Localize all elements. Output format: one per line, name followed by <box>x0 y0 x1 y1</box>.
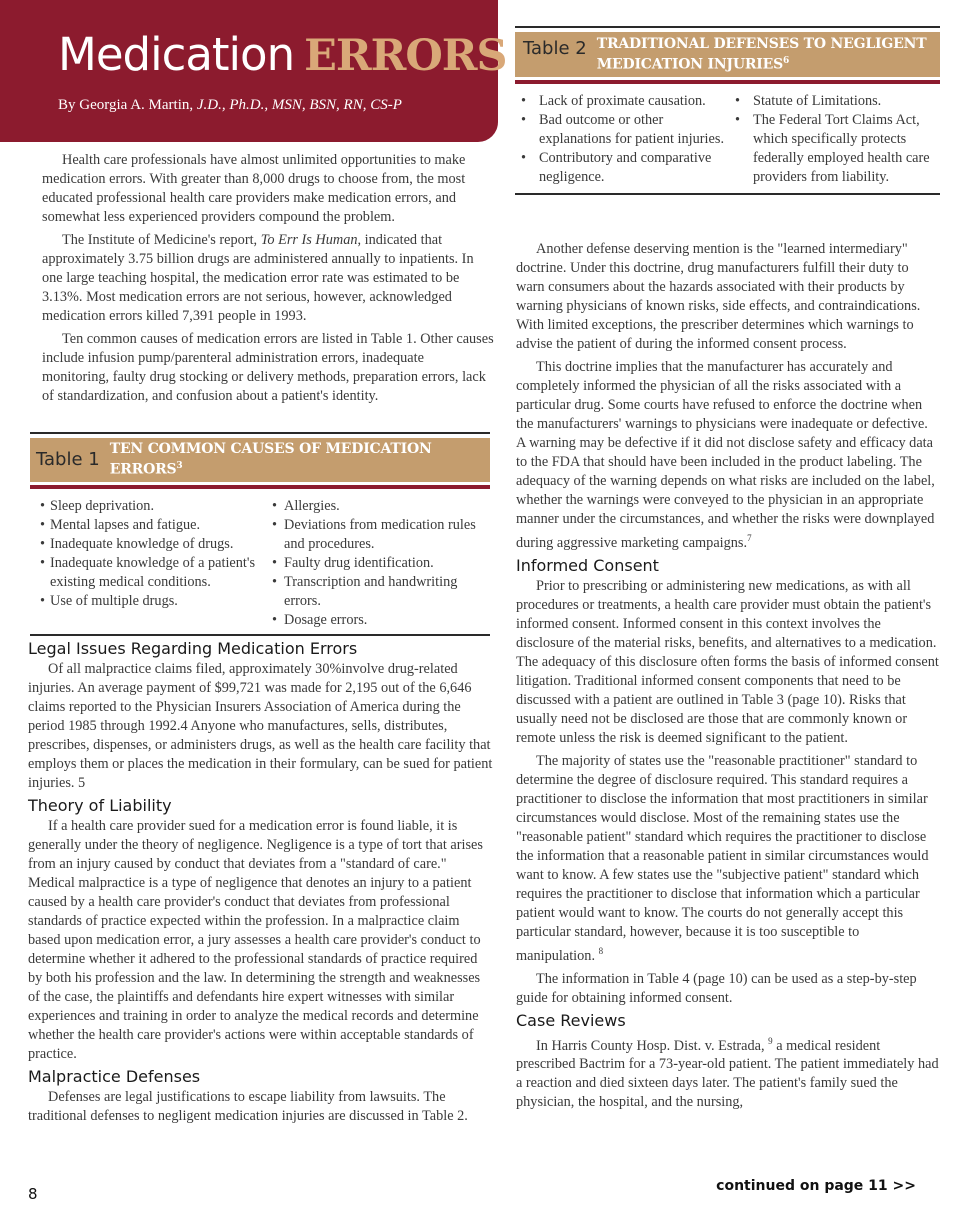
table-list-item <box>272 611 482 630</box>
table-2-bottom-rule <box>515 193 940 195</box>
table-list-item <box>272 497 482 516</box>
bullet-icon: • <box>40 535 46 552</box>
title-banner <box>0 0 507 142</box>
table-1 <box>30 432 490 636</box>
table-2-title-line-2-text: MEDICATION INJURIES <box>596 56 784 73</box>
page-number: 8 <box>28 1185 38 1203</box>
case-paragraph <box>516 1032 940 1113</box>
table-list-item <box>272 516 482 554</box>
table-list-item <box>272 554 482 573</box>
title-bold: ERRORS <box>304 31 507 81</box>
article-title <box>58 28 507 81</box>
list-item-text: Mental lapses and fatigue. <box>50 516 201 533</box>
table-2-body <box>515 84 940 193</box>
table-2-column-2 <box>735 92 931 187</box>
table-2-title-line-1: TRADITIONAL DEFENSES TO NEGLIGENT <box>596 36 927 52</box>
table-4-paragraph: The information in Table 4 (page 10) can be used as a step-by-step guide for obtaining informed consent. <box>516 970 917 1006</box>
list-item-text: The Federal Tort Claims Act, which specifically protects federally employed health care providers from liability. <box>753 111 930 185</box>
table-list-item <box>40 592 272 611</box>
bullet-icon: • <box>521 92 527 109</box>
learned-intermediary-paragraph: Another defense deserving mention is the "learned intermediary" doctrine. Under this doctrine, drug manufacturers fulfill their duty to warn consumers about the hazards associated with their products by warning physicians of known risks, side effects, and contraindications. With limited exceptions, the prescriber determines which warnings to advise the patient of during the informed consent process. <box>516 241 921 352</box>
table-list-item <box>40 535 272 554</box>
left-column-bottom <box>28 636 494 1126</box>
left-column-top <box>42 151 494 406</box>
list-item-text: Deviations from medication rules and procedures. <box>284 516 476 552</box>
table-1-column-2 <box>272 497 482 630</box>
table-2 <box>515 26 940 195</box>
theory-paragraph: If a health care provider sued for a medication error is found liable, it is generally under the theory of negligence. Negligence is a type of tort that arises from an injury caused by conduct that deviates from a "standard of care." Medical malpractice is a type of negligence that denotes an injury to a patient caused by a health care provider's conduct that deviates from professional standards of practice expected within the profession. In a malpractice claim based upon medication error, a jury assesses a health care provider's conduct to determine whether it adhered to the professional standards of practice required by both his profession and the law. In determining the strength and weaknesses of the case, the plaintiffs and defendants hire expert witnesses with similar experiences and training in order to analyze the medical records and determine whether the health care provider's actions were within acceptable standards of practice. <box>28 818 483 1062</box>
bullet-icon: • <box>735 111 741 128</box>
iom-report-title: To Err Is Human <box>260 232 358 248</box>
table-list-item <box>521 149 735 187</box>
bullet-icon: • <box>40 554 46 571</box>
list-item-text: Bad outcome or other explanations for patient injuries. <box>539 111 725 147</box>
bullet-icon: • <box>272 497 278 514</box>
legal-issues-heading: Legal Issues Regarding Medication Errors <box>28 639 358 658</box>
bullet-icon: • <box>272 554 278 571</box>
list-item-text: Statute of Limitations. <box>753 92 882 109</box>
table-1-title <box>110 441 484 479</box>
continued-link[interactable]: continued on page 11 >> <box>716 1178 916 1194</box>
author-name: By Georgia A. Martin, <box>58 97 197 113</box>
table-list-item <box>521 92 735 111</box>
table-1-header <box>30 438 490 482</box>
table-1-reference: 3 <box>176 461 183 471</box>
right-column <box>516 240 940 1112</box>
list-item-text: Inadequate knowledge of a patient's existing medical conditions. <box>50 554 256 590</box>
bullet-icon: • <box>272 573 278 590</box>
table-1-column-1 <box>40 497 272 630</box>
bullet-icon: • <box>735 92 741 109</box>
table-list-item <box>40 516 272 535</box>
author-credentials: J.D., Ph.D., MSN, BSN, RN, CS-P <box>196 97 402 113</box>
doctrine-paragraph <box>516 358 940 553</box>
case-text-a: In Harris County Hosp. Dist. v. Estrada, <box>536 1037 769 1054</box>
table-2-title-line-2 <box>597 53 927 74</box>
list-item-text: Contributory and comparative negligence. <box>539 149 712 185</box>
legal-issues-paragraph: Of all malpractice claims filed, approximately 30%involve drug-related injuries. An average payment of $99,721 was made for 2,195 out of the 6,646 claims reported to the Physician Insurers Association of America during the period 1985 through 1992.4 Anyone who manufactures, sells, distributes, prescribes, dispenses, or administers drugs, as well as the health care facility that employs them or places the medication in their formulary, can be sued for patient injuries. 5 <box>28 661 493 791</box>
table-list-item <box>521 111 735 149</box>
intro-paragraph: Health care professionals have almost unlimited opportunities to make medication errors. With greater than 8,000 drugs to choose from, the most educated professional health care providers make medication errors, and somewhat less experienced providers compound the problem. <box>42 152 466 225</box>
list-item-text: Lack of proximate causation. <box>539 92 706 109</box>
list-item-text: Allergies. <box>284 497 340 514</box>
standards-text: The majority of states use the "reasonable practitioner" standard to determine the degree of disclosure required. This standard requires a practitioner to disclose the information that most practitioners in similar circumstances would disclose. Most of the remaining states use the "reasonable patient" standard which requires the practitioner to disclose the information that a reasonable patient in similar circumstances would want to know. A few states use the "subjective patient" standard which requires the practitioner to disclose that information which a particular patient would want to know. The courts do not generally accept this particular standard, however, because it is too susceptible to manipulation. <box>516 752 929 964</box>
bullet-icon: • <box>40 497 46 514</box>
list-item-text: Faulty drug identification. <box>284 554 434 571</box>
bullet-icon: • <box>272 516 278 533</box>
table-list-item <box>40 554 272 592</box>
iom-paragraph <box>42 231 494 326</box>
iom-text-b: , indicated that approximately 3.75 billion drugs are administered annually to inpatients. In one large teaching hospital, the medication error rate was estimated to be 3.13%. Most medication errors are not serious, however, acknowledged medication errors killed 7,391 people in 1993. <box>42 232 474 324</box>
standards-paragraph <box>516 752 940 966</box>
table-2-column-1 <box>521 92 735 187</box>
doctrine-text: This doctrine implies that the manufacturer has accurately and completely informed the physician of all the risks associated with a particular drug. Some courts have refused to enforce the doctrine when the manufacturers' warnings to physicians were inadequate or defective. A warning may be defective if it did not disclose safety and efficacy data to the FDA that should have been included in the product labeling. The adequacy of the warning depends on what risks are included on the label, whether the warnings were conveyed to the physician in an appropriate manner under the circumstances, and whether the risks were downplayed during aggressive marketing campaigns. <box>516 359 935 551</box>
case-text-b: a medical resident prescribed Bactrim for a 73-year-old patient. The patient immediately had a reaction and died sixteen days later. The patient's family sued the physician, the hospital, and the nursing, <box>516 1037 939 1111</box>
list-item-text: Sleep deprivation. <box>50 497 155 514</box>
table-2-reference: 6 <box>783 56 790 66</box>
table-1-body <box>30 489 490 634</box>
table-2-label: Table 2 <box>523 38 587 59</box>
table-list-item <box>735 111 931 187</box>
list-item-text: Dosage errors. <box>284 611 368 628</box>
informed-consent-heading: Informed Consent <box>516 555 659 575</box>
byline <box>58 97 402 114</box>
list-item-text: Inadequate knowledge of drugs. <box>50 535 234 552</box>
causes-paragraph: Ten common causes of medication errors are listed in Table 1. Other causes include infusion pump/parenteral administration errors, inadequate monitoring, faulty drug stocking or delivery methods, preparation errors, lack of standardization, and confusion about a patient's identity. <box>42 331 494 404</box>
title-light: Medication <box>58 28 295 81</box>
table-1-label: Table 1 <box>36 449 100 471</box>
bullet-icon: • <box>40 516 46 533</box>
informed-consent-paragraph: Prior to prescribing or administering new medications, as with all procedures or treatments, a health care provider must obtain the patient's informed consent. Informed consent in this context involves the disclosure of the material risks, benefits, and alternatives to a medication. The adequacy of this disclosure often forms the basis of informed consent litigation. Traditional informed consent components that need to be discussed with a patient are outlined in Table 3 (page 10). Risks that usually need not be disclosed are those that are commonly known or remote unless the risk is deemed significant to the patient. <box>516 577 939 746</box>
list-item-text: Use of multiple drugs. <box>50 592 178 609</box>
table-1-top-rule <box>30 432 490 434</box>
bullet-icon: • <box>521 149 527 166</box>
table-2-title <box>597 36 927 74</box>
table-list-item <box>735 92 931 111</box>
case-reference: 9 <box>768 1035 773 1046</box>
bullet-icon: • <box>521 111 527 128</box>
table-list-item <box>40 497 272 516</box>
defenses-paragraph: Defenses are legal justifications to escape liability from lawsuits. The traditional defenses to negligent medication injuries are discussed in Table 2. <box>28 1089 468 1124</box>
bullet-icon: • <box>272 611 278 628</box>
standards-reference: 8 <box>598 945 604 956</box>
table-2-header <box>515 32 940 77</box>
doctrine-reference: 7 <box>747 533 752 543</box>
theory-heading: Theory of Liability <box>28 796 172 815</box>
list-item-text: Transcription and handwriting errors. <box>284 573 458 609</box>
bullet-icon: • <box>40 592 46 609</box>
defenses-heading: Malpractice Defenses <box>28 1067 201 1086</box>
table-1-title-text: TEN COMMON CAUSES OF MEDICATION ERRORS <box>109 441 432 478</box>
iom-text-a: The Institute of Medicine's report, <box>62 232 261 248</box>
case-reviews-heading: Case Reviews <box>516 1010 626 1030</box>
table-list-item <box>272 573 482 611</box>
table-2-top-rule <box>515 26 940 28</box>
